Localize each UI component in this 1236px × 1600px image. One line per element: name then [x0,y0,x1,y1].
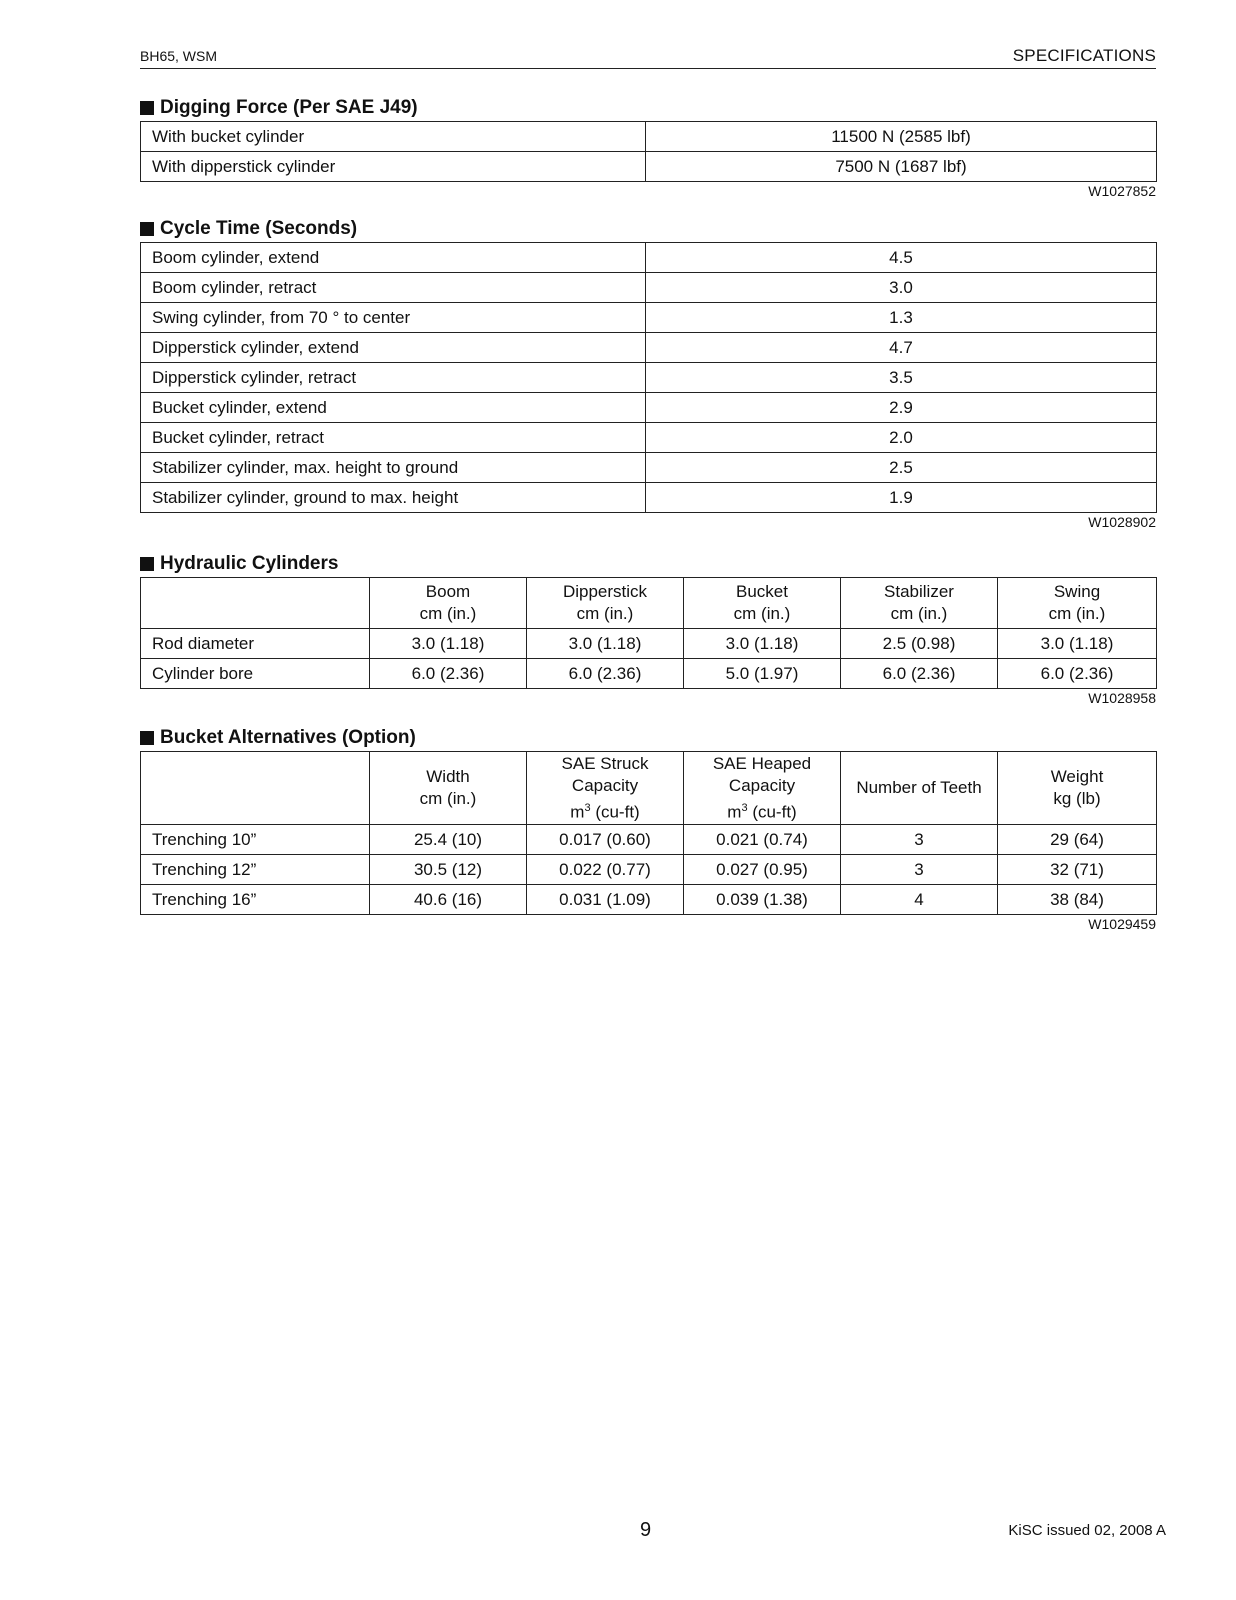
table-cell: 29 (64) [998,825,1157,855]
row-label: Rod diameter [141,629,370,659]
row-value: 4.7 [646,333,1157,363]
table-row [141,423,1157,453]
table-cell: 3.0 (1.18) [527,629,684,659]
row-label: Boom cylinder, retract [141,273,646,303]
table-cell: 3.0 (1.18) [684,629,841,659]
column-header: Number of Teeth [841,752,998,825]
row-value: 2.0 [646,423,1157,453]
table-cell: 5.0 (1.97) [684,659,841,689]
table-row [141,243,1157,273]
table-cell: 0.031 (1.09) [527,885,684,915]
table-cell: 3 [841,825,998,855]
table-cell: 3 [841,855,998,885]
row-label: With dipperstick cylinder [141,152,646,182]
table-row [141,453,1157,483]
column-header: Swing cm (in.) [998,578,1157,629]
row-label: Swing cylinder, from 70 ° to center [141,303,646,333]
table-cell: 2.5 (0.98) [841,629,998,659]
table-row [141,659,1157,689]
cycle-time-title: Cycle Time (Seconds) [140,216,1156,242]
table-cell: 0.021 (0.74) [684,825,841,855]
table-cell: 6.0 (2.36) [841,659,998,689]
table-row [141,273,1157,303]
row-value: 4.5 [646,243,1157,273]
row-label: Cylinder bore [141,659,370,689]
table-row [141,825,1157,855]
empty-header-cell [141,752,370,825]
column-header: SAE Struck Capacity $m^3$ (cu-ft) [527,752,684,825]
table-cell: 6.0 (2.36) [527,659,684,689]
table-cell: 40.6 (16) [370,885,527,915]
row-label: Trenching 16” [141,885,370,915]
column-header: Bucket cm (in.) [684,578,841,629]
table-row [141,303,1157,333]
row-label: With bucket cylinder [141,122,646,152]
square-bullet-icon [140,101,154,115]
table-row [141,363,1157,393]
table-row [141,629,1157,659]
reference-code: W1027852 [1088,183,1156,199]
table-cell: 4 [841,885,998,915]
row-value: 1.3 [646,303,1157,333]
table-cell: 3.0 (1.18) [998,629,1157,659]
table-cell: 0.022 (0.77) [527,855,684,885]
table-cell: 3.0 (1.18) [370,629,527,659]
row-value: 2.5 [646,453,1157,483]
table-cell: 25.4 (10) [370,825,527,855]
row-label: Stabilizer cylinder, max. height to ground [141,453,646,483]
column-header: Stabilizer cm (in.) [841,578,998,629]
page-number: 9 [640,1519,652,1541]
table-row [141,152,1157,182]
row-label: Trenching 12” [141,855,370,885]
row-value: 7500 N (1687 lbf) [646,152,1157,182]
reference-code: W1028902 [1088,514,1156,530]
square-bullet-icon [140,731,154,745]
table-cell: 6.0 (2.36) [370,659,527,689]
table-row [141,855,1157,885]
column-header: SAE Heaped Capacity $m^3$ (cu-ft) [684,752,841,825]
column-header: Boom cm (in.) [370,578,527,629]
digging-force-table [140,121,1157,182]
reference-code: W1029459 [1088,916,1156,932]
row-label: Dipperstick cylinder, retract [141,363,646,393]
table-row [141,333,1157,363]
table-row [141,885,1157,915]
digging-force-section [140,95,1156,200]
row-value: 11500 N (2585 lbf) [646,122,1157,152]
hydraulic-cylinders-section [140,551,1156,707]
table-cell: 0.039 (1.38) [684,885,841,915]
table-cell: 38 (84) [998,885,1157,915]
table-cell: 30.5 (12) [370,855,527,885]
row-label: Bucket cylinder, retract [141,423,646,453]
column-header: Width cm (in.) [370,752,527,825]
table-cell: 6.0 (2.36) [998,659,1157,689]
row-value: 1.9 [646,483,1157,513]
bucket-alternatives-section [140,725,1156,933]
digging-force-title: Digging Force (Per SAE J49) [140,95,1156,121]
table-row [141,483,1157,513]
row-label: Trenching 10” [141,825,370,855]
hydraulic-cylinders-title: Hydraulic Cylinders [140,551,1156,577]
bucket-alternatives-table [140,751,1157,915]
row-value: 2.9 [646,393,1157,423]
table-row [141,393,1157,423]
row-label: Dipperstick cylinder, extend [141,333,646,363]
square-bullet-icon [140,222,154,236]
row-value: 3.5 [646,363,1157,393]
cycle-time-section [140,216,1156,531]
row-label: Bucket cylinder, extend [141,393,646,423]
table-cell: 0.027 (0.95) [684,855,841,885]
row-value: 3.0 [646,273,1157,303]
column-header: Dipperstick cm (in.) [527,578,684,629]
reference-code: W1028958 [1088,690,1156,706]
empty-header-cell [141,578,370,629]
square-bullet-icon [140,557,154,571]
table-cell: 0.017 (0.60) [527,825,684,855]
table-cell: 32 (71) [998,855,1157,885]
cycle-time-table [140,242,1157,513]
header-section: SPECIFICATIONS [1012,46,1156,65]
page-header [140,46,1156,69]
header-row [141,578,1157,629]
table-row [141,122,1157,152]
row-label: Stabilizer cylinder, ground to max. height [141,483,646,513]
header-row [141,752,1157,825]
row-label: Boom cylinder, extend [141,243,646,273]
header-model: BH65, WSM [140,48,218,64]
bucket-alternatives-title: Bucket Alternatives (Option) [140,725,1156,751]
issue-info: KiSC issued 02, 2008 A [1008,1522,1166,1539]
column-header: Weight kg (lb) [998,752,1157,825]
hydraulic-cylinders-table [140,577,1157,689]
